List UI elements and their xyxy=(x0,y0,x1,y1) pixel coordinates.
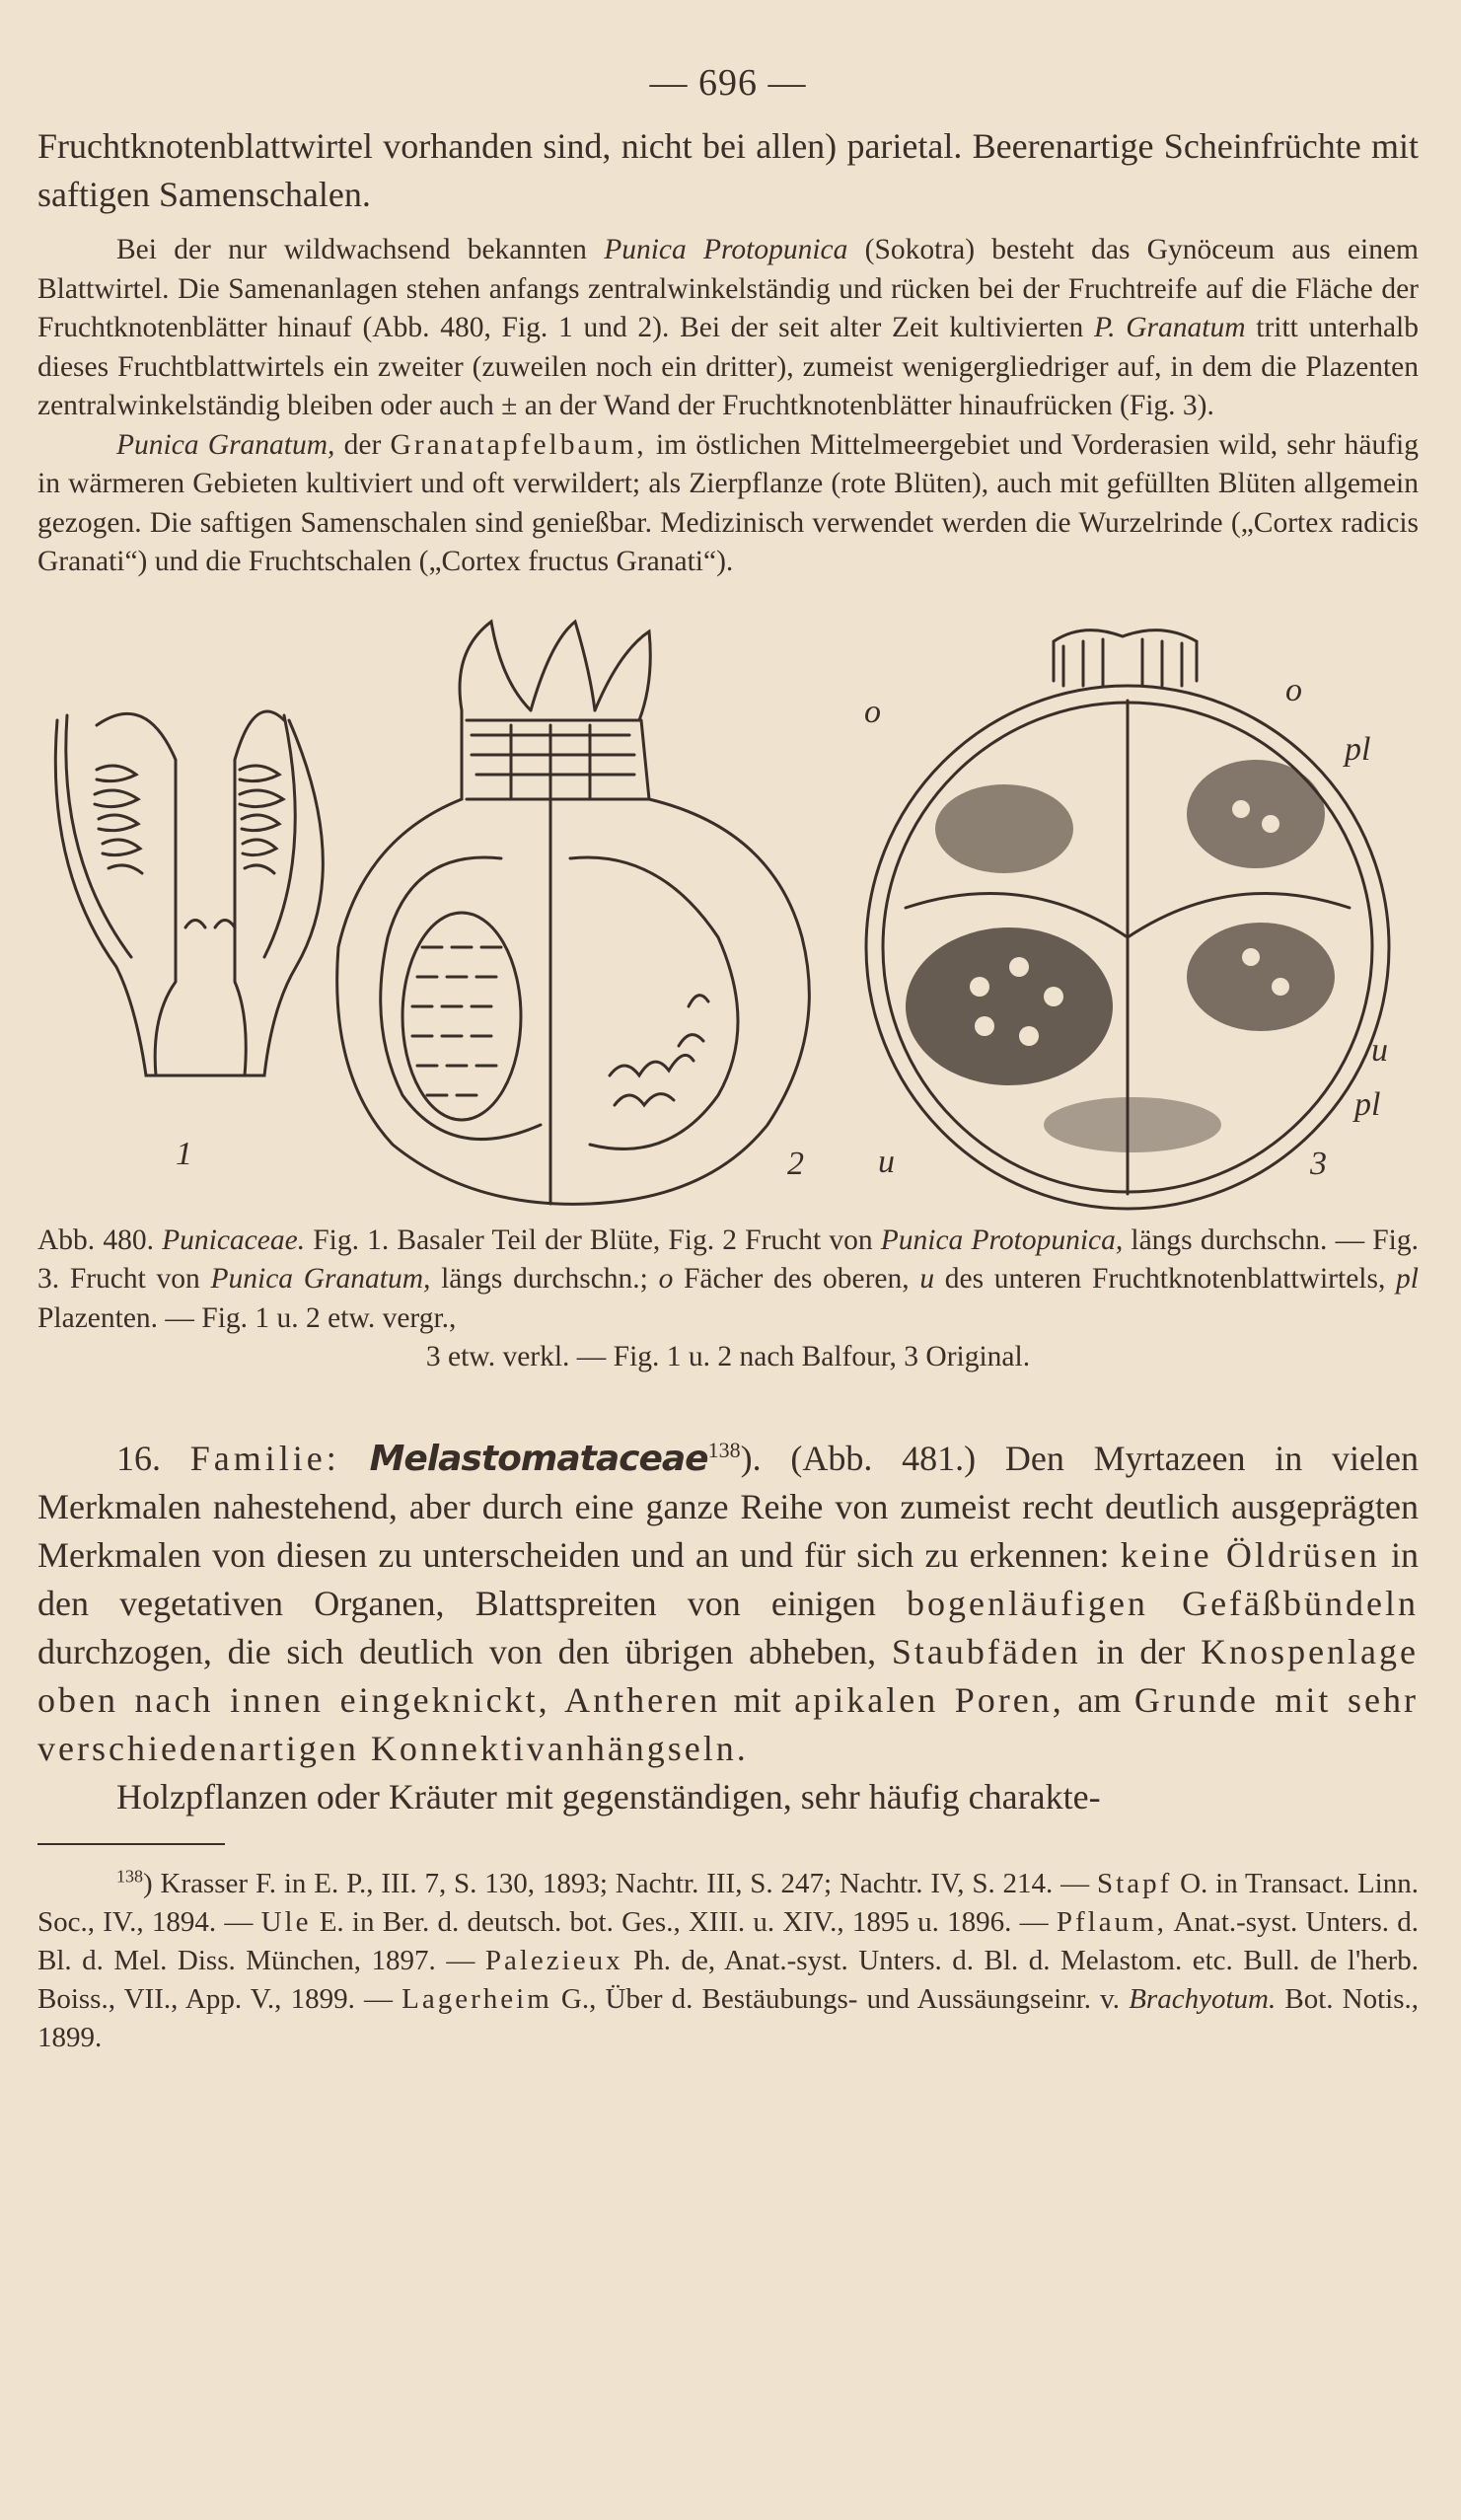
fig2-protopunica-fruit xyxy=(337,622,810,1204)
paragraph-protopunica: Bei der nur wildwachsend bekannten Punica Protopunica (Sokotra) besteht das Gynöceum aus einem Blattwirtel. Die Samenanlagen stehen anfangs zentralwinkelständig und rücken bei der Fruchtreife auf die Fläche der Fruchtknotenblätter hinauf (Abb. 480, Fig. 1 und 2). Bei der seit alter Zeit kultivierten P. Granatum tritt unterhalb dieses Fruchtblattwirtels ein zweiter (zuweilen noch ein dritter), zumeist wenigergliedriger auf, in dem die Plazenten zentralwinkelständig bleiben oder auch ± an der Wand der Fruchtknotenblätter hinaufrücken (Fig. 3). xyxy=(37,234,1420,421)
figure-caption: Abb. 480. Punicaceae. Fig. 1. Basaler Teil der Blüte, Fig. 2 Frucht von Punica Protopunica, längs durchschn. — Fig. 3. Frucht von Punica Granatum, längs durchschn.; o Fächer des oberen, u des unteren Fruchtknotenblattwirtels, pl Plazenten. — Fig. 1 u. 2 etw. vergr., 3 etw. verkl. — Fig. 1 u. 2 nach Balfour, 3 Original. xyxy=(37,1222,1419,1377)
label-pl-bottom: pl xyxy=(1354,1085,1381,1123)
page-number: — 696 — xyxy=(649,62,807,104)
paragraph-top: Fruchtknotenblattwirtel vorhanden sind, nicht bei allen) parietal. Beerenartige Scheinfrüchte mit saftigen Samenschalen. xyxy=(37,126,1419,214)
fig3-label: 3 xyxy=(1310,1145,1327,1182)
caption-last-line: 3 etw. verkl. — Fig. 1 u. 2 nach Balfour, 3 Original. xyxy=(425,1341,1031,1372)
figure-480 xyxy=(37,612,1419,1214)
footnote-divider xyxy=(37,1843,225,1845)
fig1-flower-base xyxy=(55,711,323,1075)
section-melastomataceae: 16. Familie: Melastomataceae$^{138}$). (Abb. 481.) Den Myrtazeen in vielen Merkmalen nahestehend, aber durch eine ganze Reihe von zumeist recht deutlich ausgeprägten Merkmalen von diesen zu unterscheiden und an und für sich zu erkennen: keine Öldrüsen in den vegetativen Organen, Blattspreiten von einigen bogenläufigen Gefäßbündeln durchzogen, die sich deutlich von den übrigen abheben, Staubfäden in der Knospenlage oben nach innen eingeknickt, Antheren mit apikalen Poren, am Grunde mit sehr verschiedenartigen Konnektivanhängseln. xyxy=(37,1437,1420,1768)
fig2-label: 2 xyxy=(787,1145,804,1182)
label-u-bottom: u xyxy=(878,1143,895,1180)
family-name: Melastomataceae xyxy=(369,1438,708,1479)
label-pl-top: pl xyxy=(1345,730,1371,768)
label-u-right: u xyxy=(1371,1031,1388,1069)
paragraph-next: Holzpflanzen oder Kräuter mit gegenständigen, sehr häufig charakte- xyxy=(116,1776,1101,1816)
paragraph-granatum: Punica Granatum, der Granatapfelbaum, im östlichen Mittelmeergebiet und Vorderasien wild, sehr häufig in wärmeren Gebieten kultiviert und oft verwildert; als Zierpflanze (rote Blüten), auch mit gefüllten Blüten allgemein gezogen. Die saftigen Samenschalen sind genießbar. Medizinisch verwendet werden die Wurzelrinde („Cortex radicis Granati“) und die Fruchtschalen („Cortex fructus Granati“). xyxy=(37,428,1420,577)
footnote-ref: 138 xyxy=(707,1437,741,1462)
label-o-left: o xyxy=(864,693,881,730)
footnote-138: $^{138}$) Krasser F. in E. P., III. 7, S. 130, 1893; Nachtr. III, S. 247; Nachtr. IV, S. 214. — Stapf O. in Transact. Linn. Soc., IV., 1894. — Ule E. in Ber. d. deutsch. bot. Ges., XIII. u. XIV., 1895 u. 1896. — Pflaum, Anat.-syst. Unters. d. Bl. d. Mel. Diss. München, 1897. — Palezieux Ph. de, Anat.-syst. Unters. d. Bl. d. Melastom. etc. Bull. de l'herb. Boiss., VII., App. V., 1899. — Lagerheim G., Über d. Bestäubungs- und Aussäungseinr. v. Brachyotum. Bot. Notis., 1899. xyxy=(37,1865,1420,2053)
punicaceae-illustration xyxy=(37,612,1419,1214)
fig1-label: 1 xyxy=(176,1135,192,1172)
page xyxy=(37,61,1419,2057)
label-o-right: o xyxy=(1285,671,1302,708)
